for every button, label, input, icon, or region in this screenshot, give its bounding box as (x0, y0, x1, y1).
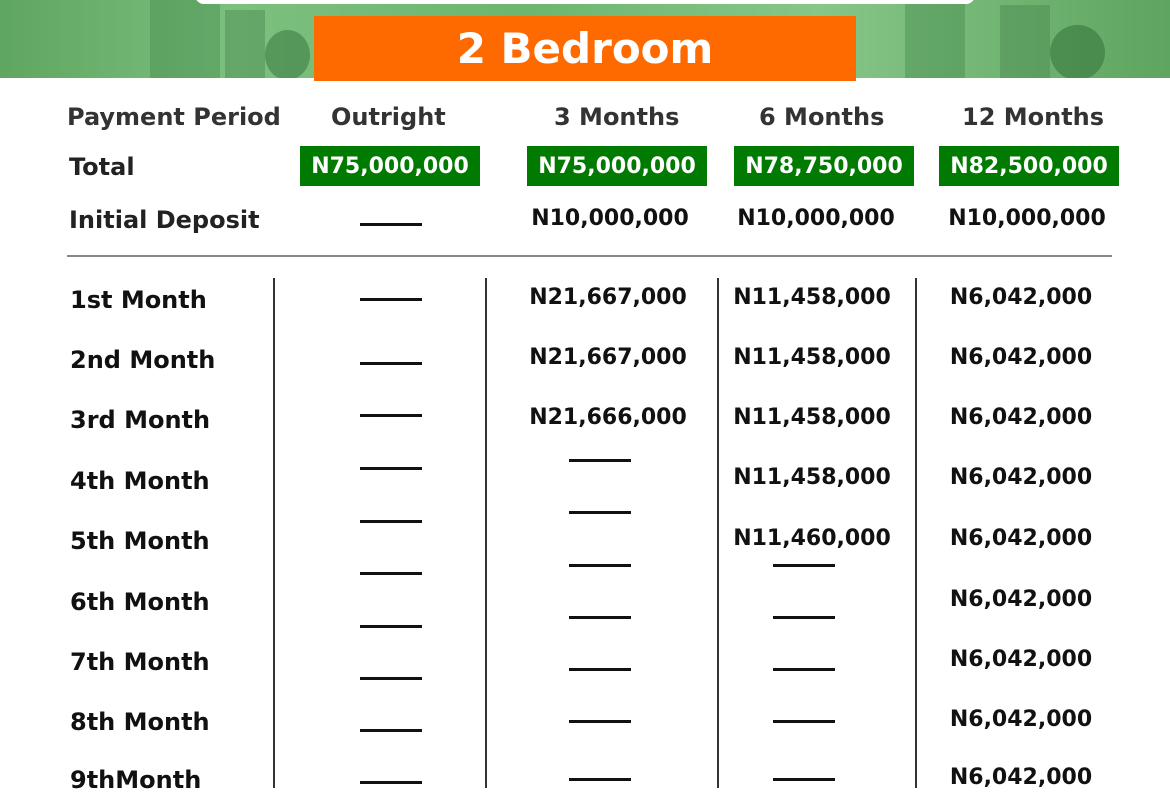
empty-dash (360, 520, 422, 523)
empty-dash (569, 616, 631, 619)
empty-dash (569, 564, 631, 567)
tree-graphic (1050, 25, 1105, 78)
column-divider (485, 278, 487, 788)
month9-12-months: N6,042,000 (949, 765, 1093, 790)
empty-dash (360, 572, 422, 575)
total-3-months: N75,000,000 (527, 146, 707, 186)
month3-3-months: N21,666,000 (529, 405, 687, 430)
empty-dash (360, 298, 422, 301)
building-graphic (225, 10, 265, 78)
month3-12-months: N6,042,000 (949, 405, 1093, 430)
month5-6-months: N11,460,000 (733, 526, 891, 551)
empty-dash (569, 668, 631, 671)
header-payment-period: Payment Period (67, 103, 281, 131)
empty-dash (773, 564, 835, 567)
deposit-3-months: N10,000,000 (531, 206, 689, 231)
empty-dash (569, 511, 631, 514)
empty-dash (360, 677, 422, 680)
month6-12-months: N6,042,000 (949, 587, 1093, 612)
empty-dash (360, 467, 422, 470)
header-outright: Outright (331, 103, 446, 131)
empty-dash (360, 414, 422, 417)
month1-3-months: N21,667,000 (529, 285, 687, 310)
month-label-9: 9thMonth (70, 766, 202, 794)
empty-dash (569, 459, 631, 462)
deposit-6-months: N10,000,000 (737, 206, 895, 231)
deposit-label: Initial Deposit (69, 206, 260, 234)
month4-12-months: N6,042,000 (949, 465, 1093, 490)
empty-dash (360, 729, 422, 732)
tree-graphic (265, 30, 310, 78)
month-label-5: 5th Month (70, 527, 210, 555)
month2-3-months: N21,667,000 (529, 345, 687, 370)
empty-dash (773, 616, 835, 619)
banner-white-bar (195, 0, 975, 4)
header-3-months: 3 Months (554, 103, 680, 131)
building-graphic (905, 0, 965, 78)
total-6-months: N78,750,000 (734, 146, 914, 186)
building-graphic (1000, 5, 1050, 78)
month8-12-months: N6,042,000 (949, 707, 1093, 732)
month-label-3: 3rd Month (70, 406, 211, 434)
month5-12-months: N6,042,000 (949, 526, 1093, 551)
month-label-2: 2nd Month (70, 346, 216, 374)
month3-6-months: N11,458,000 (733, 405, 891, 430)
deposit-12-months: N10,000,000 (948, 206, 1106, 231)
month-label-1: 1st Month (70, 286, 207, 314)
divider (67, 255, 1112, 257)
total-label: Total (69, 153, 135, 181)
month-label-6: 6th Month (70, 588, 210, 616)
page-title: 2 Bedroom (314, 16, 856, 81)
column-divider (273, 278, 275, 788)
total-12-months: N82,500,000 (939, 146, 1119, 186)
empty-dash (360, 362, 422, 365)
month4-6-months: N11,458,000 (733, 465, 891, 490)
month2-12-months: N6,042,000 (949, 345, 1093, 370)
header-6-months: 6 Months (759, 103, 885, 131)
empty-dash (360, 625, 422, 628)
month1-12-months: N6,042,000 (949, 285, 1093, 310)
month-label-7: 7th Month (70, 648, 210, 676)
month2-6-months: N11,458,000 (733, 345, 891, 370)
total-outright: N75,000,000 (300, 146, 480, 186)
column-divider (915, 278, 917, 788)
empty-dash (773, 668, 835, 671)
month7-12-months: N6,042,000 (949, 647, 1093, 672)
month-label-4: 4th Month (70, 467, 210, 495)
empty-dash (773, 778, 835, 781)
empty-dash (773, 720, 835, 723)
building-graphic (150, 0, 220, 78)
month-label-8: 8th Month (70, 708, 210, 736)
empty-dash (360, 781, 422, 784)
empty-dash (569, 720, 631, 723)
empty-dash (569, 778, 631, 781)
header-12-months: 12 Months (962, 103, 1105, 131)
empty-dash (360, 223, 422, 226)
month1-6-months: N11,458,000 (733, 285, 891, 310)
